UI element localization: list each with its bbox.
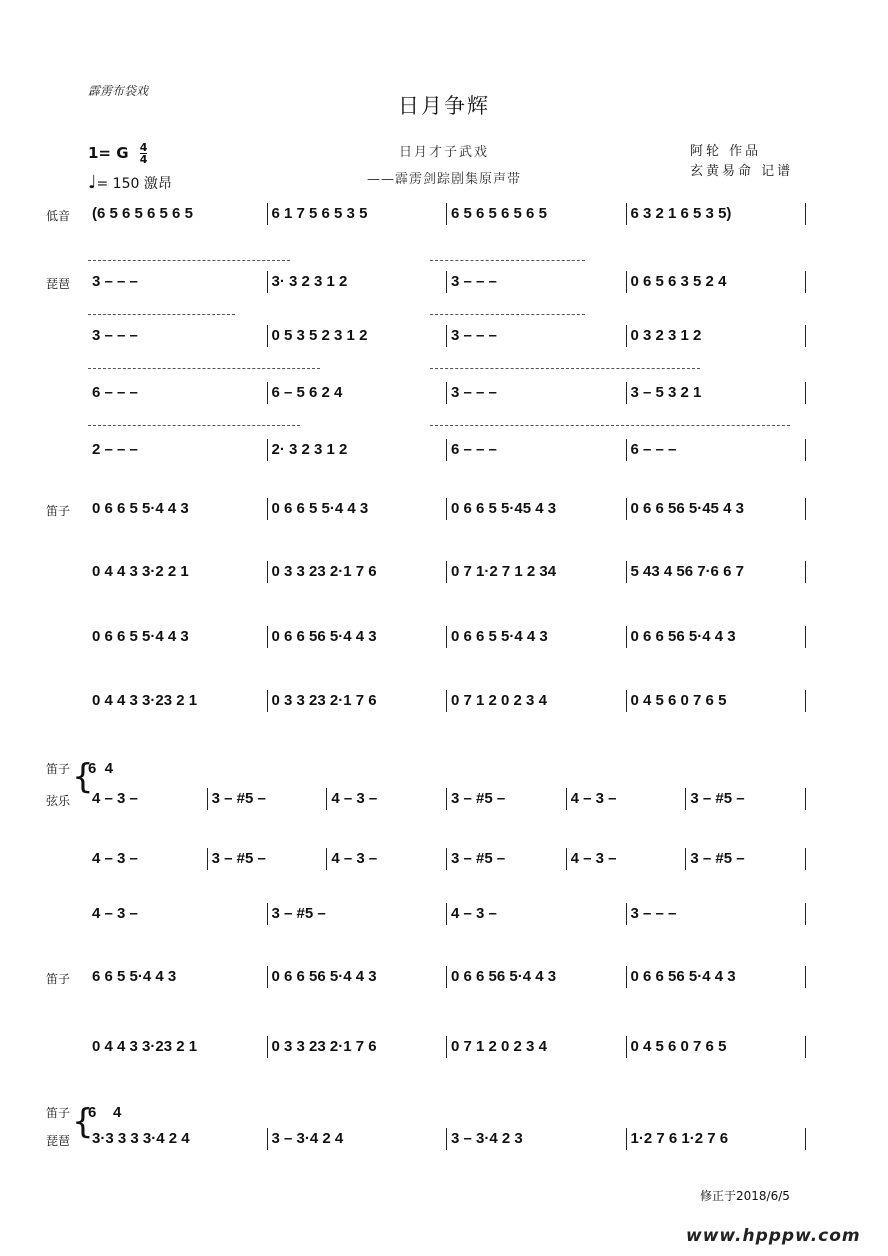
measure: 2 – – – xyxy=(92,441,138,458)
measure: 3 – 3·4 2 3 xyxy=(451,1130,523,1147)
measure: 4 – 3 – xyxy=(92,905,138,922)
measure: 4 – 3 – xyxy=(570,790,617,807)
measure: 3 – – – xyxy=(630,905,677,922)
measure: 4 – 3 – xyxy=(451,905,497,922)
barline xyxy=(267,1128,268,1150)
instrument-label: 低音 xyxy=(46,209,71,223)
barline xyxy=(805,690,806,712)
source-label: 霹雳布袋戏 xyxy=(88,84,149,98)
measure: 0 3 2 3 1 2 xyxy=(630,327,702,344)
barline xyxy=(626,271,627,293)
barline xyxy=(626,203,627,225)
barline xyxy=(267,439,268,461)
measure: 3·3 3 3 3·4 2 4 xyxy=(92,1130,190,1147)
measure: 0 6 6 56 5·4 4 3 xyxy=(630,628,736,645)
measure: 2· 3 2 3 1 2 xyxy=(271,441,348,458)
barline xyxy=(805,1036,806,1058)
barline xyxy=(267,498,268,520)
measure: 6 3 2 1 6 5 3 5) xyxy=(630,205,732,222)
revised-date: 修正于2018/6/5 xyxy=(700,1189,790,1203)
time-top: 4 xyxy=(139,141,148,154)
dizi-cadence-1: 6 4 xyxy=(88,760,114,777)
barline xyxy=(446,561,447,583)
subtitle: 日月才子武戏 xyxy=(398,145,489,160)
measure: 0 6 5 6 3 5 2 4 xyxy=(630,273,727,290)
measure: 0 7 1 2 0 2 3 4 xyxy=(451,1038,547,1055)
measure: 0 6 6 5 5·4 4 3 xyxy=(271,500,369,517)
measure: 0 4 4 3 3·23 2 1 xyxy=(92,692,198,709)
measure: 3 – #5 – xyxy=(690,790,745,807)
barline xyxy=(626,903,627,925)
measure: 4 – 3 – xyxy=(92,790,138,807)
barline xyxy=(805,788,806,810)
measure: 4 – 3 – xyxy=(331,850,378,867)
instrument-label: 弦乐 xyxy=(46,794,71,808)
barline xyxy=(805,203,806,225)
barline xyxy=(267,561,268,583)
barline xyxy=(805,1128,806,1150)
barline xyxy=(805,561,806,583)
measure: 3 – – – xyxy=(92,273,138,290)
barline xyxy=(446,439,447,461)
barline xyxy=(446,325,447,347)
measure: 0 6 6 5 5·4 4 3 xyxy=(92,628,189,645)
barline xyxy=(207,788,208,810)
barline xyxy=(805,382,806,404)
measure: (6 5 6 5 6 5 6 5 xyxy=(92,205,193,222)
measure: 0 3 3 23 2·1 7 6 xyxy=(271,563,377,580)
instrument-label: 琵琶 xyxy=(46,277,71,291)
measure: 0 4 5 6 0 7 6 5 xyxy=(630,1038,727,1055)
barline xyxy=(805,966,806,988)
barline xyxy=(446,626,447,648)
measure: 0 4 4 3 3·23 2 1 xyxy=(92,1038,198,1055)
brace-2: { xyxy=(72,1102,94,1142)
measure: 0 6 6 5 5·4 4 3 xyxy=(92,500,189,517)
barline xyxy=(805,903,806,925)
measure: 4 – 3 – xyxy=(92,850,138,867)
barline xyxy=(626,561,627,583)
barline xyxy=(446,498,447,520)
instrument-label: 笛子 xyxy=(46,972,71,986)
measure: 0 6 6 5 5·45 4 3 xyxy=(451,500,557,517)
dizi-label-group1: 笛子 xyxy=(46,762,71,776)
dashed-guide xyxy=(430,425,790,426)
dashed-guide xyxy=(430,368,700,369)
dizi-cadence-2: 6 4 xyxy=(88,1104,122,1121)
watermark: www.hpppw.com xyxy=(686,1226,861,1246)
measure: 4 – 3 – xyxy=(331,790,378,807)
barline xyxy=(626,626,627,648)
dashed-guide xyxy=(430,314,585,315)
barline xyxy=(626,325,627,347)
barline xyxy=(626,439,627,461)
barline xyxy=(626,382,627,404)
barline xyxy=(267,1036,268,1058)
measure: 0 6 6 5 5·4 4 3 xyxy=(451,628,548,645)
barline xyxy=(566,848,567,870)
barline xyxy=(326,788,327,810)
barline xyxy=(446,848,447,870)
page-title: 日月争辉 xyxy=(398,94,490,118)
barline xyxy=(446,788,447,810)
measure: 6 – – – xyxy=(92,384,138,401)
barline xyxy=(685,848,686,870)
measure: 0 6 6 56 5·4 4 3 xyxy=(451,968,557,985)
measure: 0 4 4 3 3·2 2 1 xyxy=(92,563,189,580)
barline xyxy=(805,848,806,870)
barline xyxy=(207,848,208,870)
measure: 3 – – – xyxy=(451,273,497,290)
dizi-label-group2: 笛子 xyxy=(46,1106,71,1120)
measure: 3 – #5 – xyxy=(211,850,266,867)
measure: 3 – #5 – xyxy=(211,790,266,807)
measure: 3 – – – xyxy=(92,327,138,344)
dashed-guide xyxy=(430,260,585,261)
barline xyxy=(805,325,806,347)
measure: 3 – – – xyxy=(451,327,497,344)
barline xyxy=(446,271,447,293)
barline xyxy=(626,1128,627,1150)
measure: 0 3 3 23 2·1 7 6 xyxy=(271,1038,377,1055)
key-label: 1= G xyxy=(88,144,129,162)
barline xyxy=(267,382,268,404)
barline xyxy=(626,690,627,712)
barline xyxy=(626,966,627,988)
barline xyxy=(267,966,268,988)
quarter-note-icon: ♩ xyxy=(88,172,97,193)
measure: 6 – – – xyxy=(451,441,497,458)
barline xyxy=(446,1128,447,1150)
measure: 1·2 7 6 1·2 7 6 xyxy=(630,1130,729,1147)
barline xyxy=(446,690,447,712)
measure: 0 7 1 2 0 2 3 4 xyxy=(451,692,547,709)
barline xyxy=(805,439,806,461)
measure: 3 – #5 – xyxy=(271,905,326,922)
measure: 3 – #5 – xyxy=(451,850,506,867)
barline xyxy=(267,626,268,648)
measure: 0 4 5 6 0 7 6 5 xyxy=(630,692,727,709)
barline xyxy=(267,203,268,225)
measure: 0 6 6 56 5·4 4 3 xyxy=(271,968,377,985)
measure: 3· 3 2 3 1 2 xyxy=(271,273,348,290)
dashed-guide xyxy=(88,368,320,369)
barline xyxy=(267,690,268,712)
measure: 6 1 7 5 6 5 3 5 xyxy=(271,205,368,222)
instrument-label: 笛子 xyxy=(46,504,71,518)
dashed-guide xyxy=(88,314,235,315)
barline xyxy=(446,903,447,925)
time-bottom: 4 xyxy=(139,153,148,166)
measure: 6 – – – xyxy=(630,441,677,458)
barline xyxy=(446,1036,447,1058)
tempo-value: = 150 激昂 xyxy=(96,176,172,192)
measure: 3 – 3·4 2 4 xyxy=(271,1130,344,1147)
barline xyxy=(566,788,567,810)
measure: 0 3 3 23 2·1 7 6 xyxy=(271,692,377,709)
barline xyxy=(267,325,268,347)
measure: 0 6 6 56 5·45 4 3 xyxy=(630,500,744,517)
dashed-guide xyxy=(88,260,290,261)
measure: 6 6 5 5·4 4 3 xyxy=(92,968,177,985)
measure: 3 – 5 3 2 1 xyxy=(630,384,702,401)
subtitle-source: ——霹雳剑踪剧集原声带 xyxy=(366,172,521,187)
measure: 3 – #5 – xyxy=(451,790,506,807)
barline xyxy=(326,848,327,870)
barline xyxy=(626,1036,627,1058)
barline xyxy=(446,203,447,225)
barline xyxy=(805,271,806,293)
measure: 4 – 3 – xyxy=(570,850,617,867)
barline xyxy=(626,498,627,520)
barline xyxy=(267,271,268,293)
measure: 0 7 1·2 7 1 2 34 xyxy=(451,563,557,580)
measure: 3 – – – xyxy=(451,384,497,401)
barline xyxy=(267,903,268,925)
measure: 0 6 6 56 5·4 4 3 xyxy=(630,968,736,985)
barline xyxy=(805,498,806,520)
measure: 5 43 4 56 7·6 6 7 xyxy=(630,563,744,580)
notator: 玄黄易命 记谱 xyxy=(690,164,794,179)
measure: 0 5 3 5 2 3 1 2 xyxy=(271,327,368,344)
measure: 0 6 6 56 5·4 4 3 xyxy=(271,628,377,645)
barline xyxy=(685,788,686,810)
barline xyxy=(446,382,447,404)
measure: 6 – 5 6 2 4 xyxy=(271,384,343,401)
instrument-label: 琵琶 xyxy=(46,1134,71,1148)
measure: 6 5 6 5 6 5 6 5 xyxy=(451,205,547,222)
brace-1: { xyxy=(72,757,94,797)
measure: 3 – #5 – xyxy=(690,850,745,867)
dashed-guide xyxy=(88,425,300,426)
author: 阿轮 作品 xyxy=(690,144,762,159)
barline xyxy=(446,966,447,988)
barline xyxy=(805,626,806,648)
